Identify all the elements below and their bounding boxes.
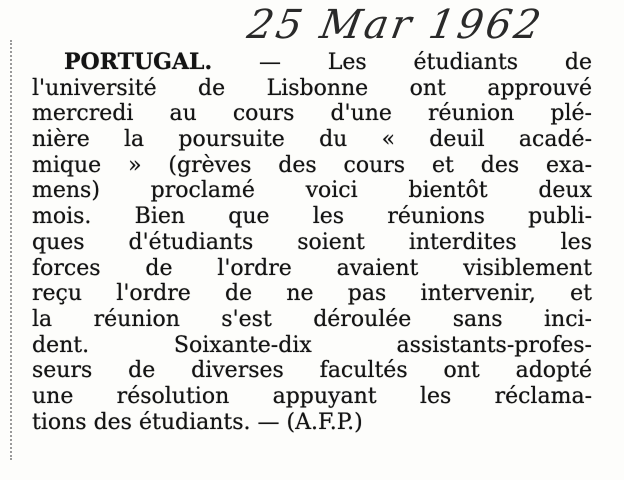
article-line-8: ques d'étudiants soient interdites les — [32, 229, 592, 255]
article-lead: PORTUGAL. — [64, 49, 213, 75]
article-line-1 — [32, 50, 592, 76]
article-line-2: l'université de Lisbonne ont approuvé — [32, 75, 592, 101]
article-line-11: la réunion s'est déroulée sans inci- — [32, 306, 592, 332]
article-line-4: nière la poursuite du « deuil acadé- — [32, 127, 592, 153]
article-line-15: tions des étudiants. — (A.F.P.) — [32, 409, 363, 435]
article-line-3: mercredi au cours d'une réunion plé- — [32, 101, 592, 127]
article-line-12: dent. Soixante-dix assistants-profes- — [32, 332, 592, 358]
article-line-1-text: — Les étudiants de — [212, 50, 592, 75]
article-body — [32, 50, 592, 435]
article-line-5: mique » (grèves des cours et des exa- — [32, 152, 592, 178]
article-line-6: mens) proclamé voici bientôt deux — [32, 178, 592, 204]
clipping-edge — [10, 40, 14, 460]
article-line-14: une résolution appuyant les réclama- — [32, 383, 592, 409]
article-line-10: reçu l'ordre de ne pas intervenir, et — [32, 281, 592, 307]
article-line-7: mois. Bien que les réunions publi- — [32, 204, 592, 230]
article-line-9: forces de l'ordre avaient visiblement — [32, 255, 592, 281]
article-line-13: seurs de diverses facultés ont adopté — [32, 358, 592, 384]
handwritten-date: 25 Mar 1962 — [243, 2, 548, 48]
